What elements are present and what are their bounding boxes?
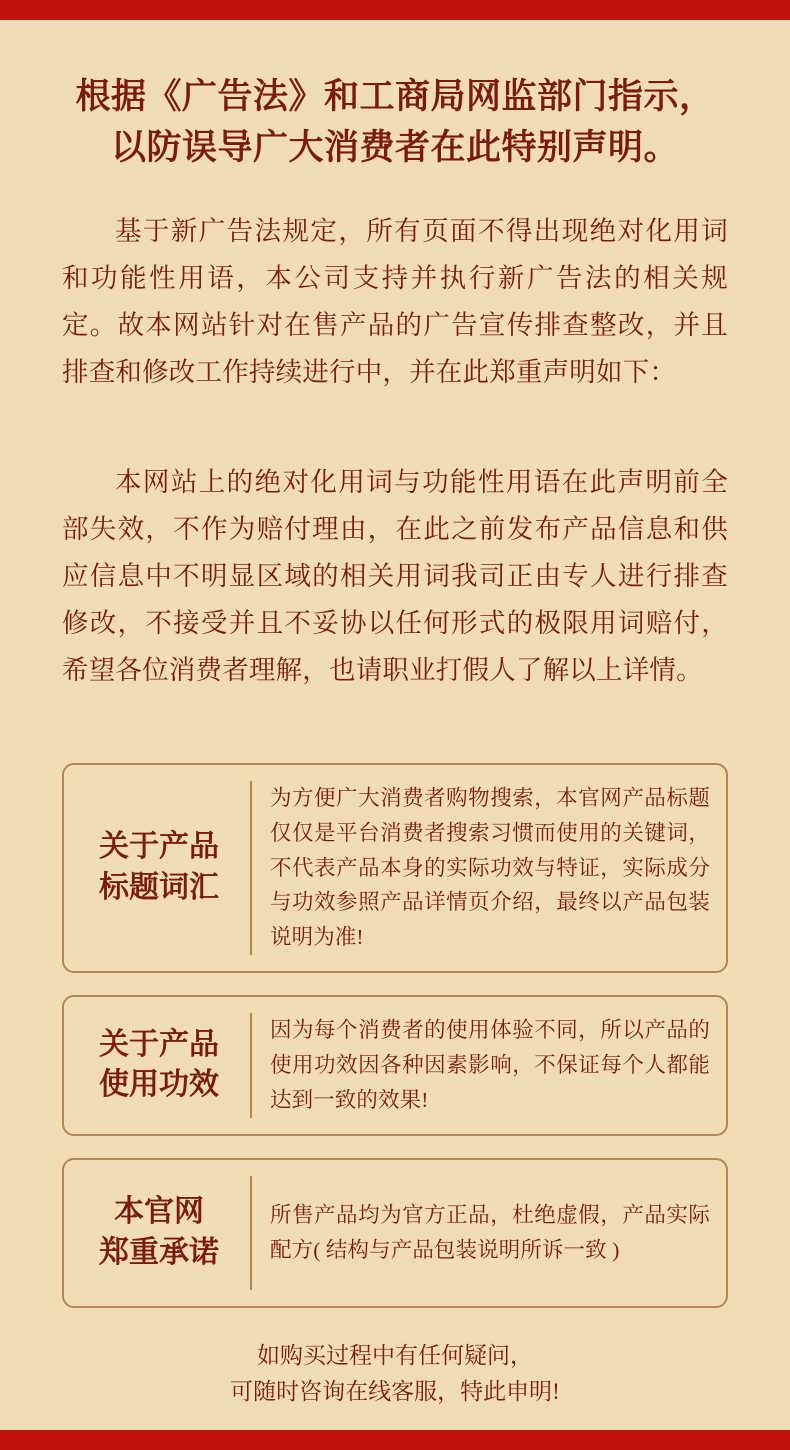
page-content [0,20,790,1430]
statement-box-text: 因为每个消费者的使用体验不同，所以产品的使用功效因各种因素影响，不保证每个人都能达到一致的效果! [270,1018,710,1112]
statement-box-label-line-2: 郑重承诺 [99,1235,219,1269]
statement-paragraph-1: 基于新广告法规定，所有页面不得出现绝对化用词和功能性用语，本公司支持并执行新广告法的相关规定。故本网站针对在售产品的广告宣传排查整改，并且排查和修改工作持续进行中，并在此郑重声明如下： [62,215,728,387]
statement-paragraph-2: 本网站上的绝对化用词与功能性用语在此声明前全部失效，不作为赔付理由，在此之前发布产品信息和供应信息中不明显区域的相关用词我司正由专人进行排查修改，不接受并且不妥协以任何形式的极限用词赔付，希望各位消费者理解，也请职业打假人了解以上详情。 [62,466,728,686]
page-title-line-1: 根据《广告法》和工商局网监部门指示， [75,77,715,116]
page-title [62,72,728,174]
statement-box-text: 所售产品均为官方正品，杜绝虚假，产品实际配方( 结构与产品包装说明所诉一致 ) [270,1202,710,1262]
top-accent-bar [0,0,790,20]
statement-box-product-effect [62,995,728,1135]
statement-box-label-line-2: 标题词汇 [99,870,219,904]
statement-box-label-line-2: 使用功效 [99,1068,219,1102]
footer-note-line-2: 可随时咨询在线客服，特此申明! [230,1379,560,1405]
statement-box-list [62,763,728,1308]
statement-box-label [80,1176,252,1290]
statement-box-label [80,781,252,955]
statement-box-label [80,1013,252,1117]
bottom-accent-bar [0,1430,790,1450]
statement-box-product-title [62,763,728,973]
statement-box-label-line-1: 关于产品 [99,830,219,864]
footer-note [62,1338,728,1412]
statement-box-official-promise [62,1158,728,1308]
statement-box-text: 为方便广大消费者购物搜索，本官网产品标题仅仅是平台消费者搜索习惯而使用的关键词，不代表产品本身的实际功效与特证，实际成分与功效参照产品详情页介绍，最终以产品包装说明为准! [270,785,710,950]
page-title-line-2: 以防误导广大消费者在此特别声明。 [110,127,679,167]
footer-note-line-1: 如购买过程中有任何疑问， [257,1342,533,1368]
statement-box-label-line-1: 本官网 [114,1195,204,1229]
statement-box-label-line-1: 关于产品 [99,1027,219,1061]
